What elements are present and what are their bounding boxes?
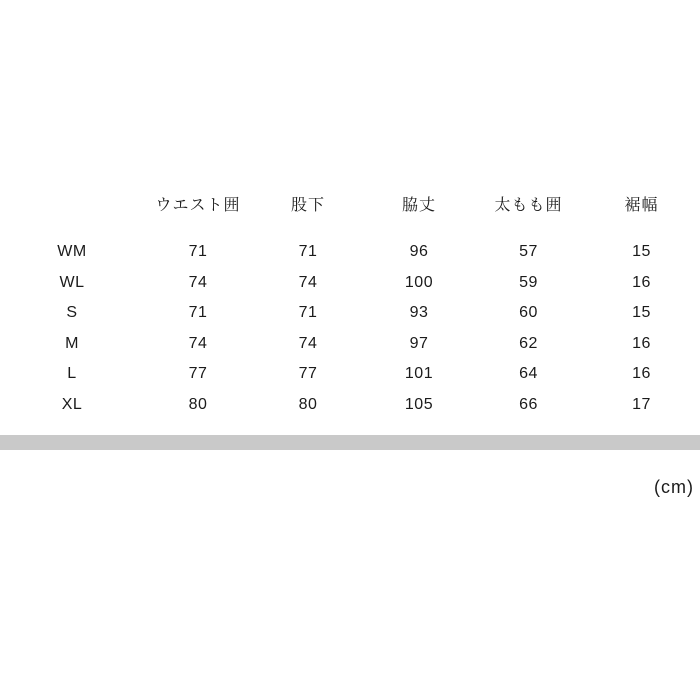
cell-value: 93 [409,304,429,322]
cell-value: 59 [519,273,538,291]
cell-value: 66 [519,395,538,413]
cell-value: 71 [188,243,208,261]
row-label: XL [61,395,83,413]
cell-value: 97 [409,334,429,352]
horizontal-scrollbar[interactable] [0,435,700,450]
cell-value: 15 [632,304,651,322]
table-row [0,268,700,299]
cell-value: 74 [188,273,208,291]
cell-value: 62 [519,334,538,352]
header-body-gap [0,218,700,237]
unit-label: (cm) [654,477,694,497]
cell-value: 71 [188,304,208,322]
column-header-waist: ウエスト囲 [155,196,241,214]
size-chart-table [0,188,700,420]
cell-value: 100 [404,273,434,291]
row-label: L [67,365,77,383]
row-label: S [66,304,78,322]
cell-value: 74 [298,273,318,291]
cell-value: 17 [632,395,651,413]
cell-value: 74 [188,334,208,352]
row-label: M [65,334,79,352]
table-row [0,298,700,329]
cell-value: 57 [519,243,538,261]
cell-value: 77 [298,365,318,383]
cell-value: 74 [298,334,318,352]
cell-value: 71 [298,243,318,261]
cell-value: 16 [632,273,651,291]
column-header-side-length: 脇丈 [401,196,436,214]
cell-value: 105 [404,395,434,413]
cell-value: 60 [519,304,538,322]
cell-value: 64 [519,365,538,383]
cell-value: 15 [632,243,651,261]
cell-value: 16 [632,365,651,383]
column-header-thigh: 太もも囲 [494,196,563,214]
table-row [0,390,700,421]
row-label: WL [59,273,85,291]
column-header-inseam: 股下 [290,196,325,214]
table-row [0,359,700,390]
table-header-row [0,188,700,218]
cell-value: 71 [298,304,318,322]
table-row [0,237,700,268]
column-header-hem-width: 裾幅 [624,196,659,214]
cell-value: 80 [188,395,208,413]
table-row [0,329,700,360]
cell-value: 96 [409,243,429,261]
cell-value: 77 [188,365,208,383]
row-label: WM [57,243,87,261]
cell-value: 80 [298,395,318,413]
cell-value: 16 [632,334,651,352]
cell-value: 101 [404,365,434,383]
